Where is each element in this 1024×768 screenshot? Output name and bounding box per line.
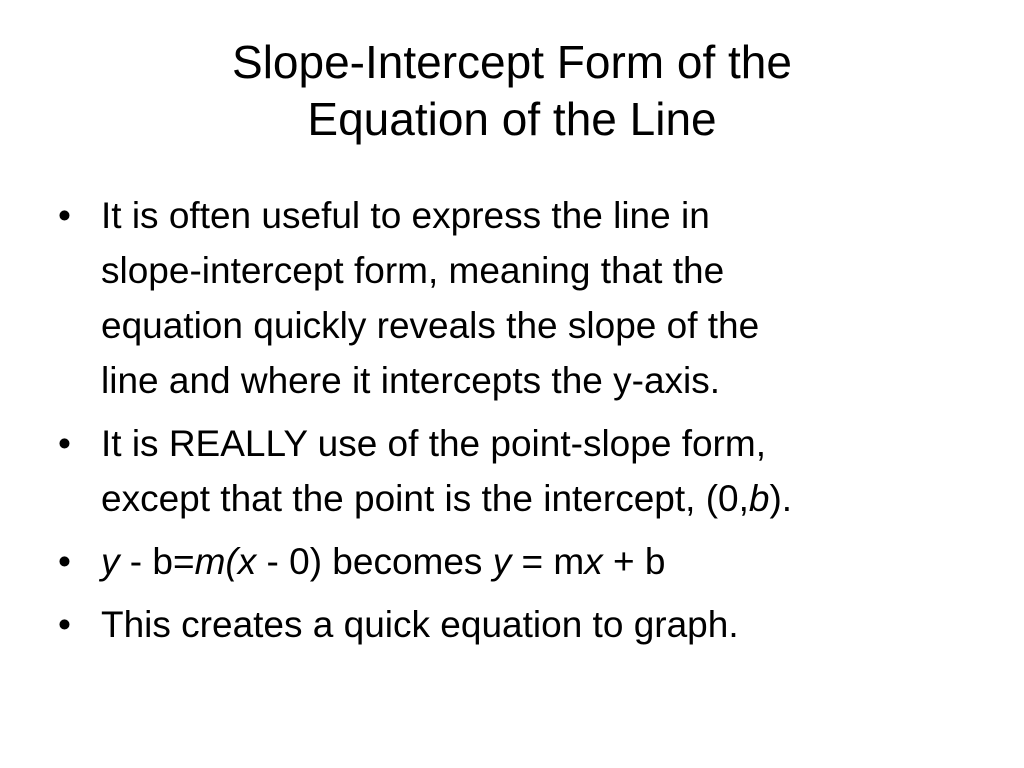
bullet-dot-icon: •: [58, 423, 71, 464]
bullet-item-2: [58, 416, 978, 526]
eq-part-4: - 0) becomes: [256, 541, 493, 582]
title-line-1: Slope-Intercept Form of the: [232, 36, 792, 88]
bullet-item-1: [58, 188, 978, 408]
bullet-2-line-1: It is REALLY use of the point-slope form,: [101, 423, 766, 464]
bullet-2-variable-b: b: [748, 478, 770, 519]
eq-part-6: = m: [511, 541, 585, 582]
bullet-4-line-1: This creates a quick equation to graph.: [101, 604, 739, 645]
bullet-1-line-3: equation quickly reveals the slope of the: [101, 305, 760, 346]
eq-part-1: y: [101, 541, 120, 582]
eq-part-2: - b=: [119, 541, 195, 582]
bullet-1-line-1: It is often useful to express the line in: [101, 195, 710, 236]
bullet-list: [58, 188, 978, 660]
eq-part-7: x: [584, 541, 603, 582]
slide-title: [0, 34, 1024, 148]
bullet-dot-icon: •: [58, 195, 71, 236]
bullet-dot-icon: •: [58, 541, 71, 582]
eq-part-5: y: [492, 541, 512, 582]
bullet-dot-icon: •: [58, 604, 71, 645]
bullet-item-3: [58, 534, 978, 589]
bullet-1-line-4: line and where it intercepts the y-axis.: [101, 360, 721, 401]
bullet-item-4: [58, 597, 978, 652]
eq-part-8: + b: [602, 541, 666, 582]
bullet-3-equation: [101, 534, 978, 589]
title-line-2: Equation of the Line: [307, 93, 717, 145]
bullet-1-line-2: slope-intercept form, meaning that the: [101, 250, 725, 291]
bullet-2-line-2: [101, 471, 978, 526]
eq-part-3: m(x: [194, 541, 257, 582]
bullet-2-line-2-prefix: except that the point is the intercept, (0,: [101, 478, 749, 519]
bullet-2-line-2-suffix: ).: [769, 478, 793, 519]
